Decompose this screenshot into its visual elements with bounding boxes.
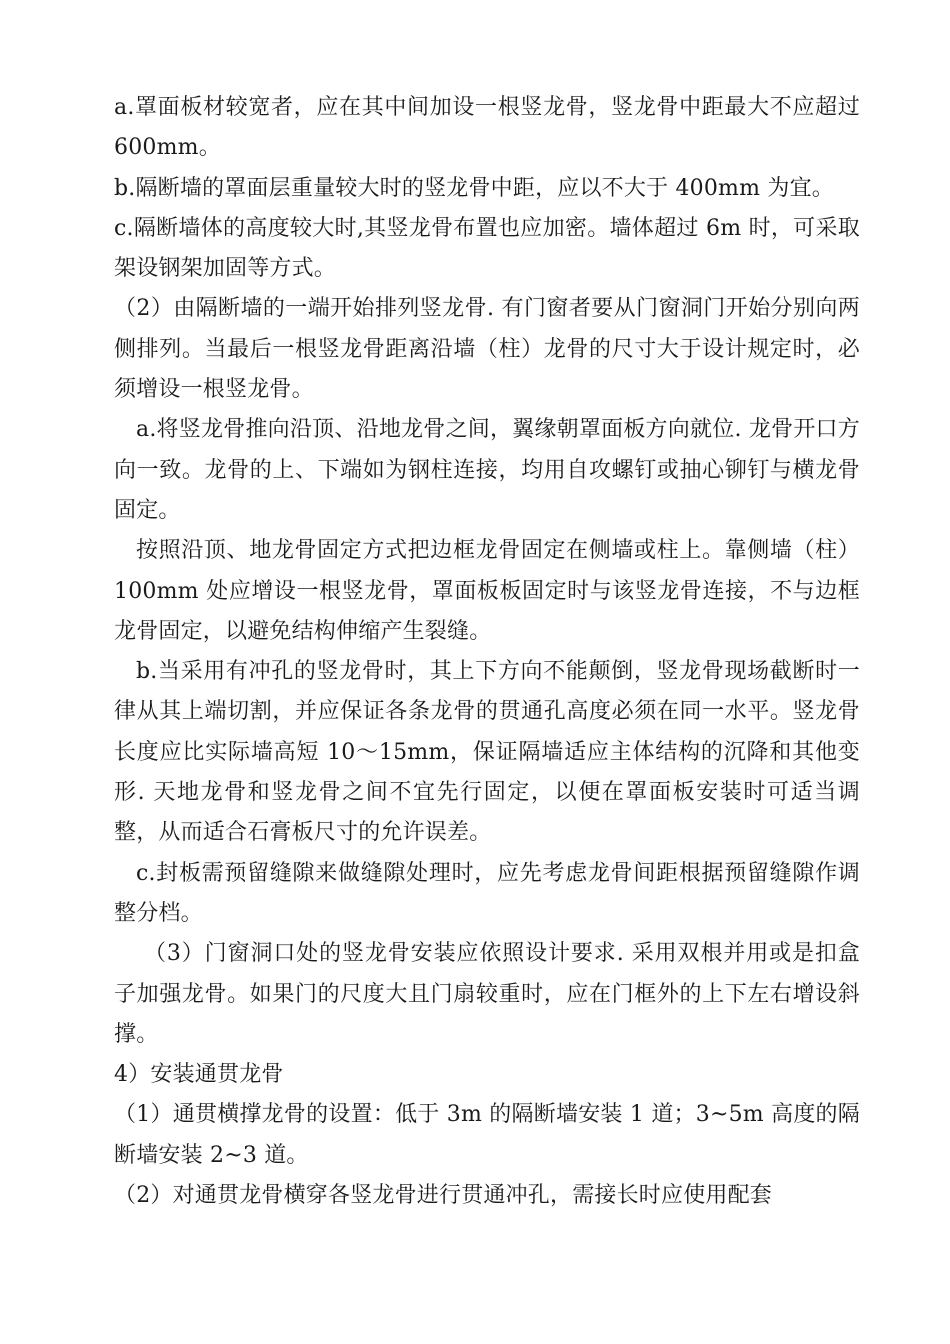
- paragraph-b-punched-studs: b.当采用有冲孔的竖龙骨时，其上下方向不能颠倒，竖龙骨现场截断时一律从其上端切割，并应保证各条龙骨的贯通孔高度必须在同一水平。竖龙骨长度应比实际墙高短 10～15mm，保证隔墙适应主体结构的沉降和其他变形. 天地龙骨和竖龙骨之间不宜先行固定，以便在罩面板安装时可适当调整，从而适合石膏板尺寸的允许误差。: [114, 659, 860, 846]
- paragraph-c-wall-height: c.隔断墙体的高度较大时,其竖龙骨布置也应加密。墙体超过 6m 时，可采取架设钢架加固等方式。: [114, 215, 860, 282]
- paragraph-edge-studs: 按照沿顶、地龙骨固定方式把边框龙骨固定在侧墙或柱上。靠侧墙（柱）100mm 处应增设一根竖龙骨，罩面板板固定时与该竖龙骨连接，不与边框龙骨固定，以避免结构伸缩产生裂缝。: [114, 538, 860, 644]
- paragraph-2-punch-through: （2）对通贯龙骨横穿各竖龙骨进行贯通冲孔，需接长时应使用配套: [114, 1183, 772, 1209]
- paragraph-b-heavy-facing: b.隔断墙的罩面层重量较大时的竖龙骨中距，应以不大于 400mm 为宜。: [114, 175, 834, 201]
- body-text: [114, 88, 860, 1216]
- paragraph-a-place-studs: a.将竖龙骨推向沿顶、沿地龙骨之间，翼缘朝罩面板方向就位. 龙骨开口方向一致。龙骨的上、下端如为钢柱连接，均用自攻螺钉或抽心铆钉与横龙骨固定。: [114, 417, 860, 523]
- paragraph-c-panel-gaps: c.封板需预留缝隙来做缝隙处理时，应先考虑龙骨间距根据预留缝隙作调整分档。: [114, 860, 860, 926]
- section-heading-through-studs: 4）安装通贯龙骨: [114, 1062, 284, 1088]
- paragraph-3-door-openings: （3）门窗洞口处的竖龙骨安装应依照设计要求. 采用双根并用或是扣盒子加强龙骨。如果门的尺度大且门扇较重时，应在门框外的上下左右增设斜撑。: [114, 941, 860, 1047]
- paragraph-1-cross-braces: （1）通贯横撑龙骨的设置：低于 3m 的隔断墙安装 1 道；3~5m 高度的隔断墙安装 2~3 道。: [114, 1102, 860, 1168]
- paragraph-a-panel-width: a.罩面板材较宽者，应在其中间加设一根竖龙骨，竖龙骨中距最大不应超过 600mm。: [114, 95, 860, 161]
- paragraph-2-arrange-studs: （2）由隔断墙的一端开始排列竖龙骨. 有门窗者要从门窗洞门开始分别向两侧排列。当最后一根竖龙骨距离沿墙（柱）龙骨的尺寸大于设计规定时，必须增设一根竖龙骨。: [114, 296, 860, 403]
